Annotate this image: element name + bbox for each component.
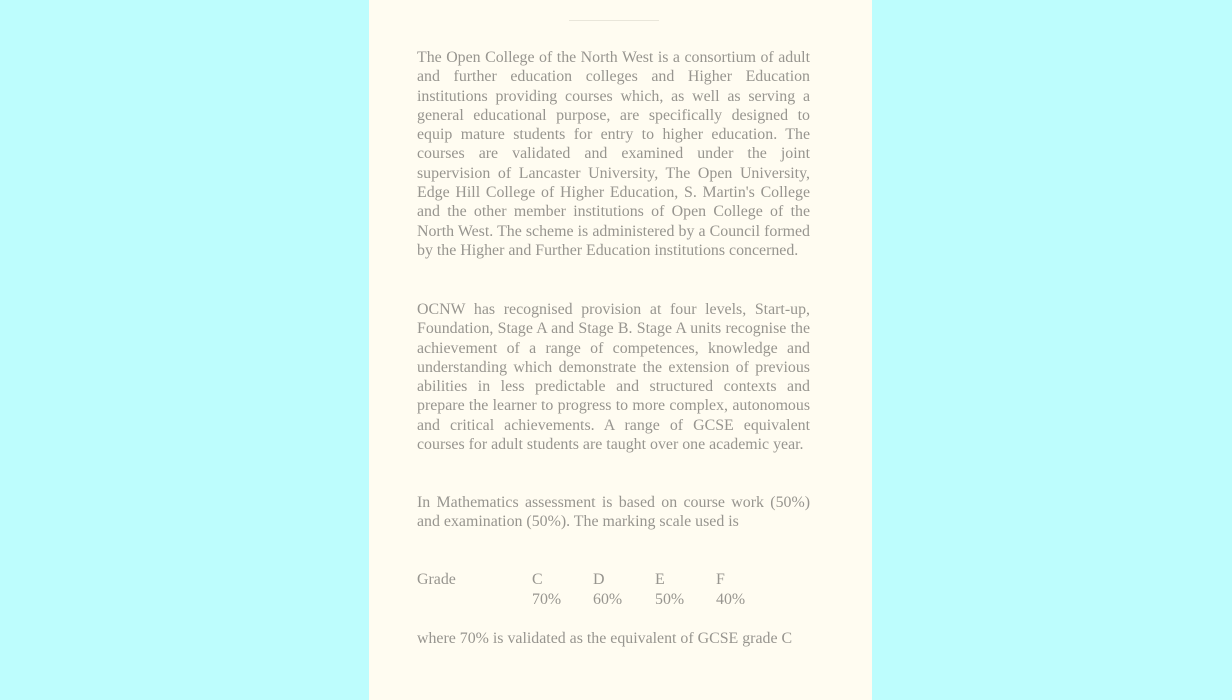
paragraph-mathematics-assessment: In Mathematics assessment is based on course work (50%) and examination (50%). The marking scale used is	[417, 494, 810, 531]
grade-label: Grade	[417, 571, 456, 588]
page-header-mark	[569, 20, 659, 21]
grade-f: F	[716, 571, 725, 588]
document-page	[369, 0, 872, 700]
percentage-e: 50%	[655, 591, 685, 608]
percentage-c: 70%	[532, 591, 562, 608]
grade-table	[417, 570, 810, 612]
percentage-d: 60%	[593, 591, 623, 608]
paragraph-provision-levels: OCNW has recognised provision at four levels, Start-up, Foundation, Stage A and Stage B. Stage A units recognise the achievement of a range of competences, knowledge and understanding which demonstrate the extension of previous abilities in less predictable and structured contexts and prepare the learner to progress to more complex, autonomous and critical achievements. A range of GCSE equivalent courses for adult students are taught over one academic year.	[417, 301, 810, 454]
grade-c: C	[532, 571, 543, 588]
paragraph-grade-equivalence: where 70% is validated as the equivalent of GCSE grade C	[417, 630, 793, 647]
grade-e: E	[655, 571, 665, 588]
grade-d: D	[593, 571, 605, 588]
percentage-f: 40%	[716, 591, 746, 608]
paragraph-about-ocnw: The Open College of the North West is a consortium of adult and further education colleges and Higher Education institutions providing courses which, as well as serving a general educational purpose, are specifically designed to equip mature students for entry to higher education. The courses are validated and examined under the joint supervision of Lancaster University, The Open University, Edge Hill College of Higher Education, S. Martin's College and the other member institutions of Open College of the North West. The scheme is administered by a Council formed by the Higher and Further Education institutions concerned.	[417, 49, 810, 259]
